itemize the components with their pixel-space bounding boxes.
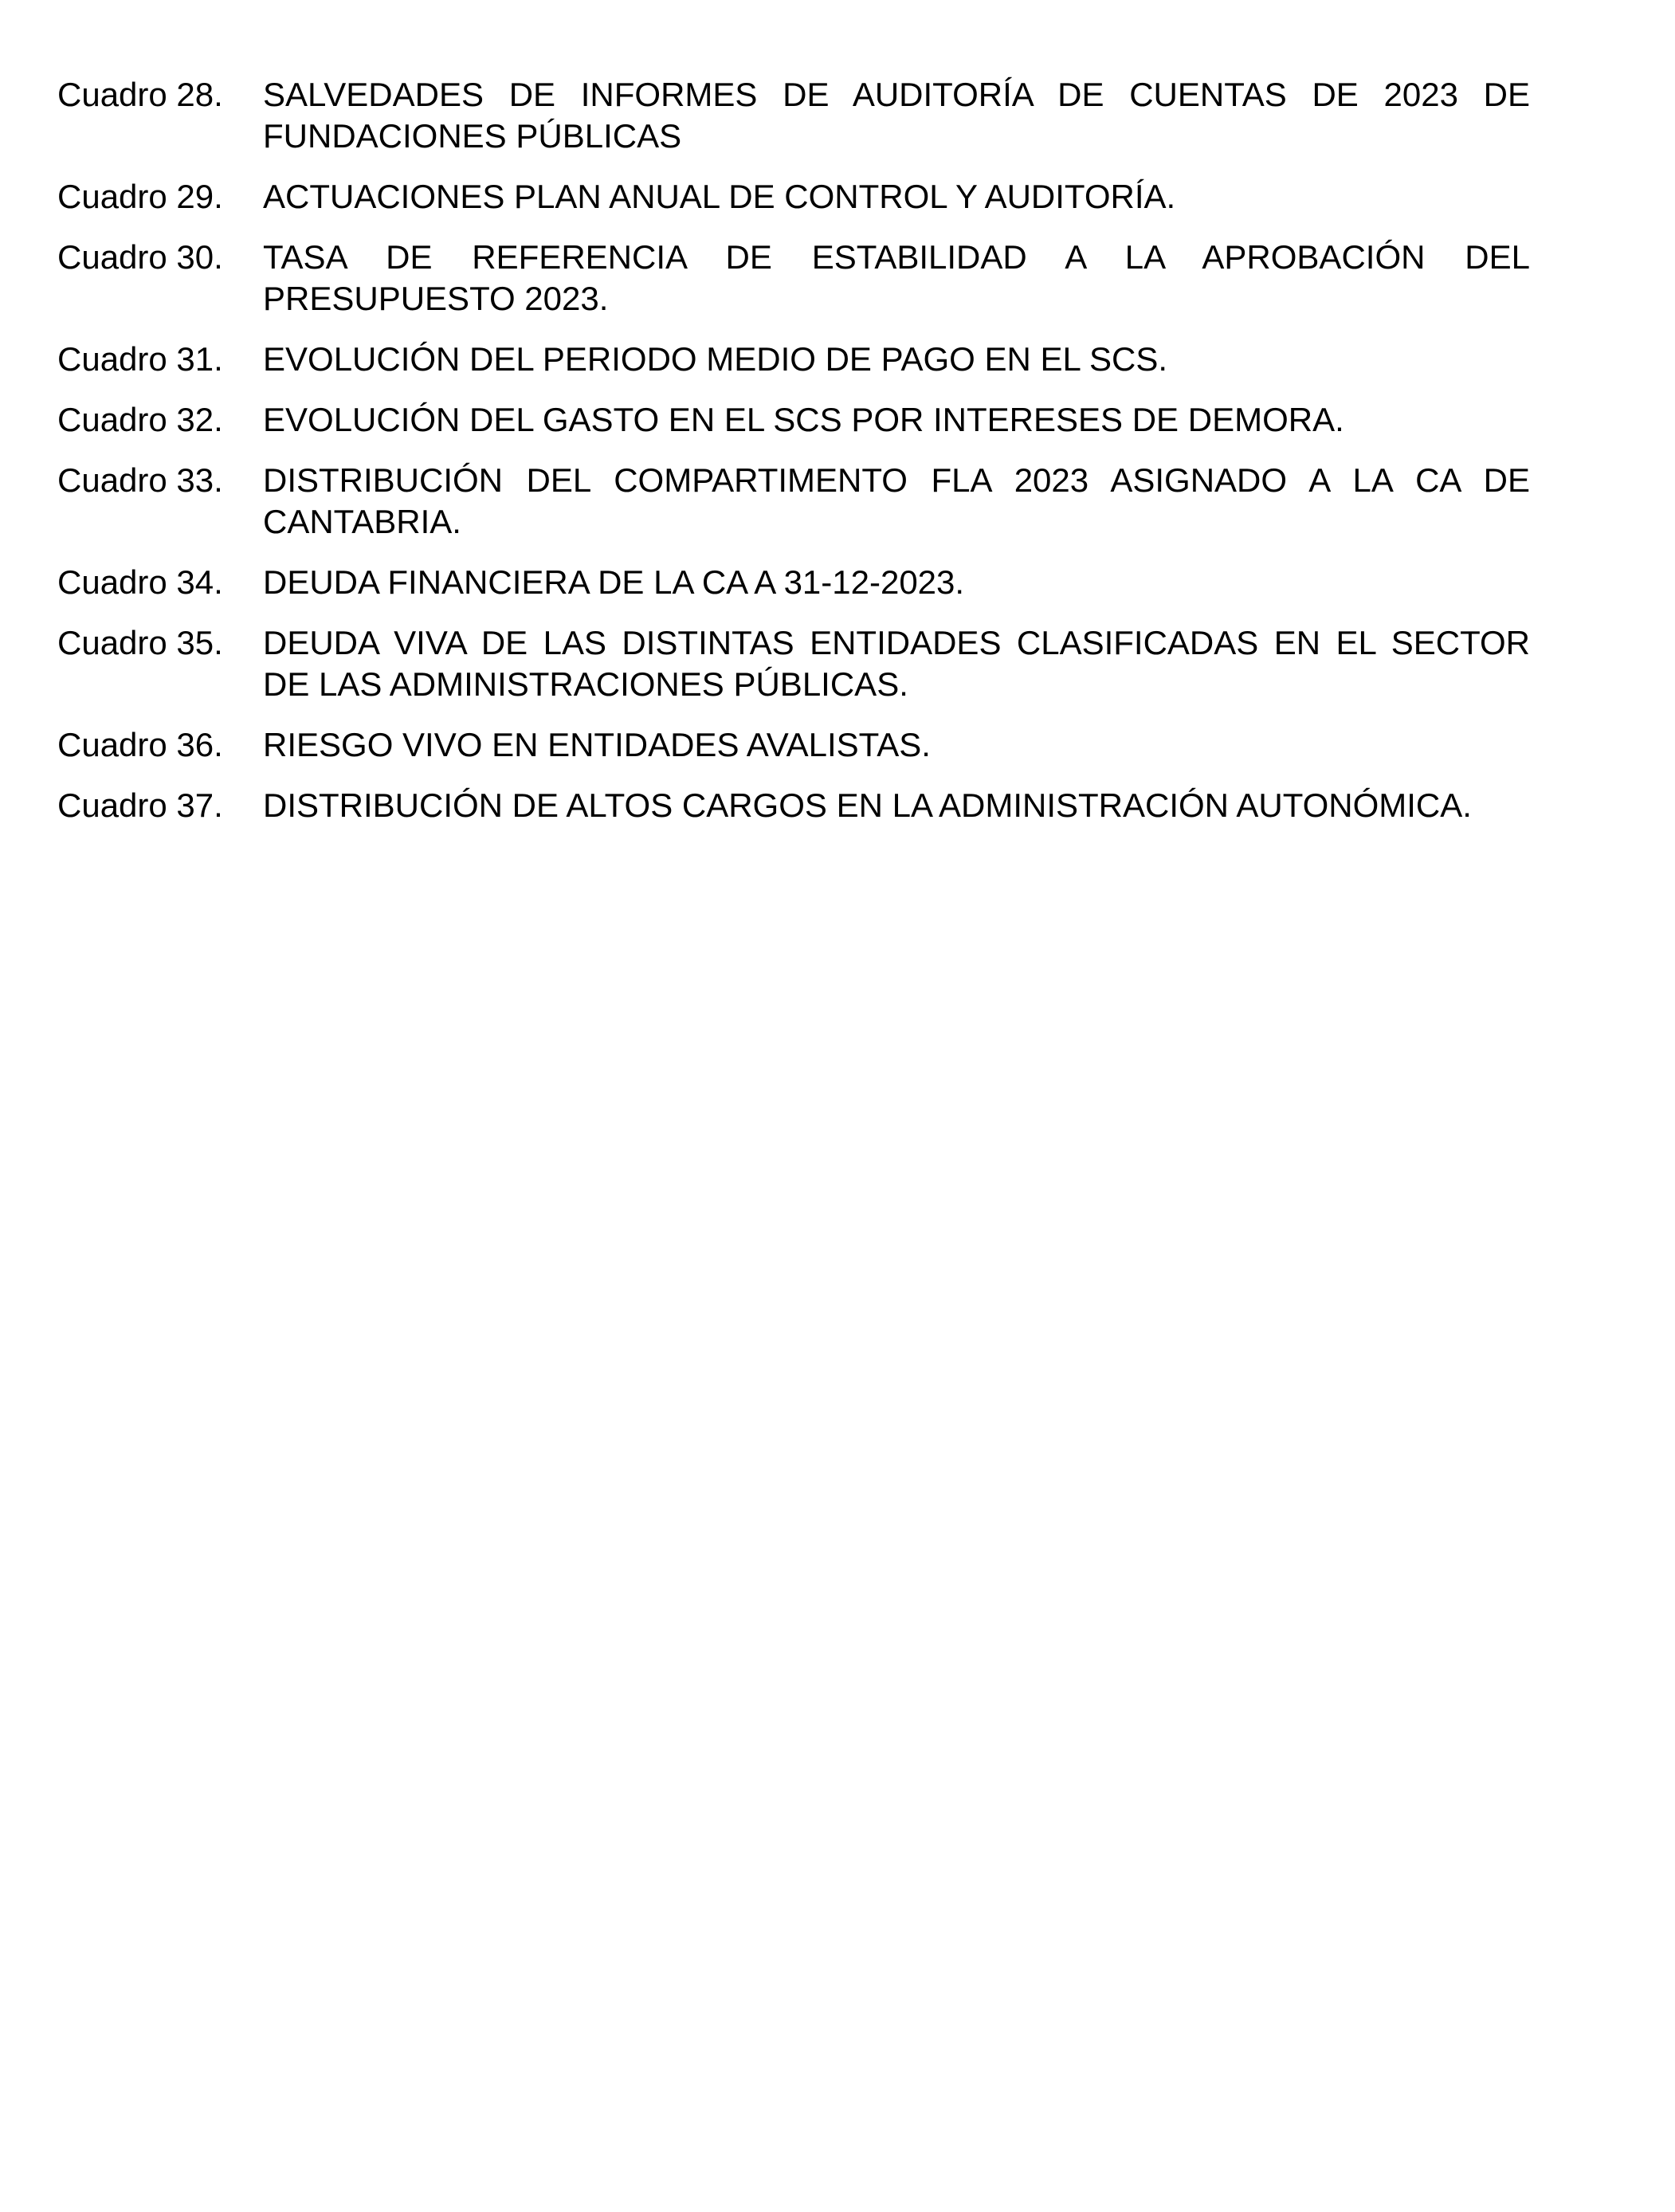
toc-entry-cuadro-34[interactable] bbox=[57, 562, 1530, 603]
toc-entry-cuadro-32[interactable] bbox=[57, 399, 1530, 441]
toc-entry-cuadro-33[interactable] bbox=[57, 460, 1530, 543]
toc-entry-cuadro-36[interactable] bbox=[57, 724, 1530, 766]
toc-entry-title: EVOLUCIÓN DEL PERIODO MEDIO DE PAGO EN EL SCS. bbox=[263, 340, 1168, 378]
toc-entry-title: RIESGO VIVO EN ENTIDADES AVALISTAS. bbox=[263, 726, 931, 763]
toc-entry-label: Cuadro 36. bbox=[57, 726, 223, 763]
toc-entry-cuadro-29[interactable] bbox=[57, 176, 1530, 218]
toc-entry-cuadro-35[interactable] bbox=[57, 622, 1530, 705]
toc-entry-cuadro-30[interactable] bbox=[57, 237, 1530, 320]
table-index-list bbox=[57, 74, 1530, 845]
toc-entry-label: Cuadro 33. bbox=[57, 461, 223, 499]
toc-entry-label: Cuadro 30. bbox=[57, 238, 223, 276]
toc-entry-cuadro-28[interactable] bbox=[57, 74, 1530, 157]
toc-entry-title: EVOLUCIÓN DEL GASTO EN EL SCS POR INTERESES DE DEMORA. bbox=[263, 401, 1344, 438]
toc-entry-title: ACTUACIONES PLAN ANUAL DE CONTROL Y AUDITORÍA. bbox=[263, 178, 1176, 215]
toc-entry-title: DISTRIBUCIÓN DE ALTOS CARGOS EN LA ADMINISTRACIÓN AUTONÓMICA. bbox=[263, 786, 1472, 824]
toc-entry-title: DEUDA FINANCIERA DE LA CA A 31-12-2023. bbox=[263, 563, 965, 601]
toc-entry-cuadro-37[interactable] bbox=[57, 785, 1530, 826]
toc-entry-cuadro-31[interactable] bbox=[57, 339, 1530, 380]
toc-entry-label: Cuadro 37. bbox=[57, 786, 223, 824]
toc-entry-title: TASA DE REFERENCIA DE ESTABILIDAD A LA APROBACIÓN DEL PRESUPUESTO 2023. bbox=[263, 238, 1530, 317]
toc-entry-label: Cuadro 35. bbox=[57, 624, 223, 661]
toc-entry-label: Cuadro 28. bbox=[57, 76, 223, 113]
toc-entry-title: DISTRIBUCIÓN DEL COMPARTIMENTO FLA 2023 ASIGNADO A LA CA DE CANTABRIA. bbox=[263, 461, 1530, 540]
toc-entry-label: Cuadro 31. bbox=[57, 340, 223, 378]
toc-entry-label: Cuadro 32. bbox=[57, 401, 223, 438]
toc-entry-title: DEUDA VIVA DE LAS DISTINTAS ENTIDADES CLASIFICADAS EN EL SECTOR DE LAS ADMINISTRACIONES PÚBLICAS. bbox=[263, 624, 1530, 703]
toc-entry-title: SALVEDADES DE INFORMES DE AUDITORÍA DE CUENTAS DE 2023 DE FUNDACIONES PÚBLICAS bbox=[263, 76, 1530, 155]
toc-entry-label: Cuadro 34. bbox=[57, 563, 223, 601]
toc-entry-label: Cuadro 29. bbox=[57, 178, 223, 215]
